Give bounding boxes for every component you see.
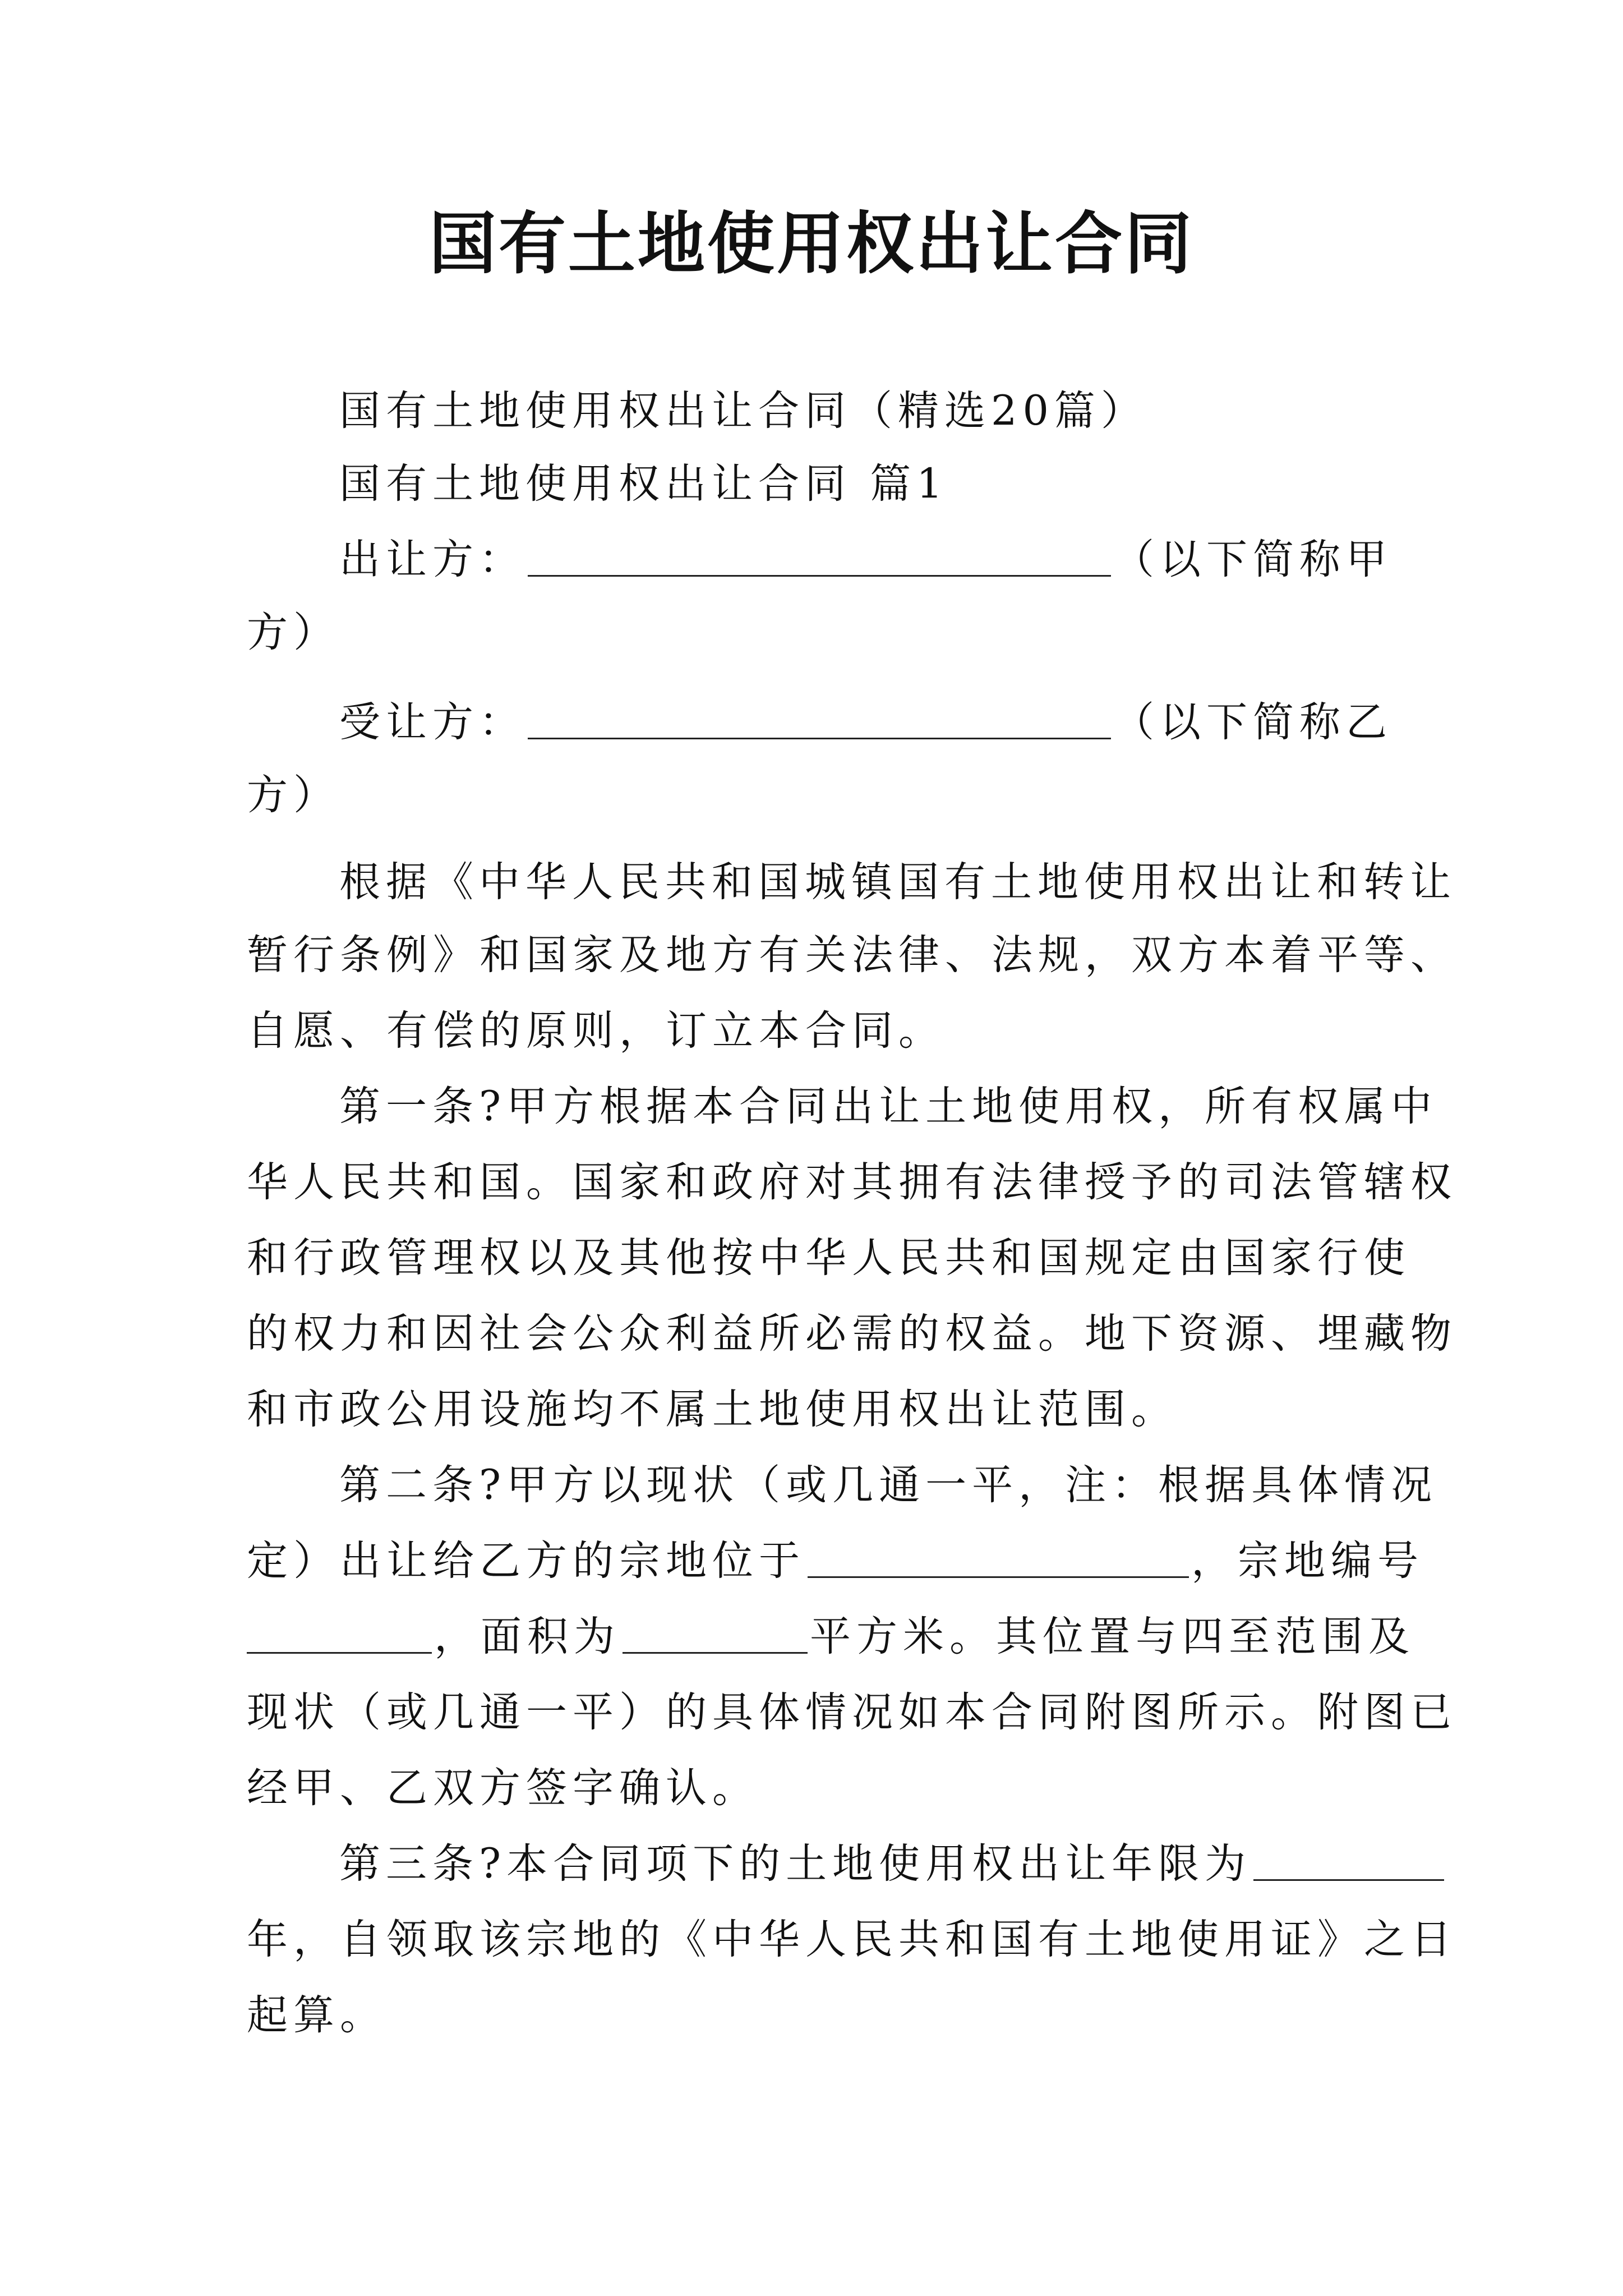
party-a-wrap: 方） <box>247 609 340 656</box>
party-b-suffix: （以下简称乙 <box>1113 698 1393 746</box>
party-a-blank <box>528 574 1111 577</box>
article-2-text: 平方米。其位置与四至范围及 <box>810 1613 1415 1660</box>
party-a-line <box>247 524 1393 595</box>
article-2-line <box>247 1526 1424 1596</box>
article-2-text: 定）出让给乙方的宗地位于 <box>247 1537 805 1585</box>
article-1-line: 和行政管理权以及其他按中华人民共和国规定由国家行使 <box>247 1234 1410 1282</box>
article-2-line <box>247 1602 1415 1672</box>
location-blank <box>808 1576 1189 1578</box>
preamble-line: 自愿、有偿的原则，订立本合同。 <box>247 1007 945 1055</box>
article-1-line: 的权力和因社会公众利益所必需的权益。地下资源、埋藏物 <box>247 1310 1457 1358</box>
party-b-blank <box>528 737 1111 739</box>
article-2-line: 现状（或几通一平）的具体情况如本合同附图所示。附图已 <box>247 1688 1457 1736</box>
preamble-line: 暂行条例》和国家及地方有关法律、法规，双方本着平等、 <box>247 931 1457 979</box>
article-2-text: ，面积为 <box>434 1613 620 1660</box>
article-3-line <box>247 1829 1385 1899</box>
article-1-line: 和市政公用设施均不属土地使用权出让范围。 <box>247 1386 1178 1433</box>
subtitle: 国有土地使用权出让合同（精选20篇） <box>339 387 1147 435</box>
document-title: 国有土地使用权出让合同 <box>429 204 1194 283</box>
article-3-line: 起算。 <box>247 1991 386 2039</box>
article-2-line: 第二条?甲方以现状（或几通一平，注：根据具体情况 <box>339 1461 1438 1509</box>
party-b-label: 受让方： <box>339 698 525 746</box>
article-2-line: 经甲、乙双方签字确认。 <box>247 1764 759 1812</box>
article-1-line: 第一条?甲方根据本合同出让土地使用权，所有权属中 <box>339 1083 1438 1130</box>
party-a-label: 出让方： <box>339 536 525 583</box>
term-years-blank <box>1253 1879 1444 1881</box>
article-3-line: 年，自领取该宗地的《中华人民共和国有土地使用证》之日 <box>247 1916 1457 1963</box>
area-blank <box>623 1651 808 1654</box>
party-b-line <box>247 687 1393 757</box>
article-3-text: 第三条?本合同项下的土地使用权出让年限为 <box>339 1840 1252 1888</box>
section-heading: 国有土地使用权出让合同 篇1 <box>339 460 948 508</box>
parcel-number-blank <box>247 1651 432 1654</box>
party-a-suffix: （以下简称甲 <box>1113 536 1393 583</box>
preamble-line: 根据《中华人民共和国城镇国有土地使用权出让和转让 <box>339 858 1456 906</box>
party-b-wrap: 方） <box>247 771 340 819</box>
article-1-line: 华人民共和国。国家和政府对其拥有法律授予的司法管辖权 <box>247 1158 1457 1206</box>
article-2-text: ，宗地编号 <box>1191 1537 1424 1585</box>
